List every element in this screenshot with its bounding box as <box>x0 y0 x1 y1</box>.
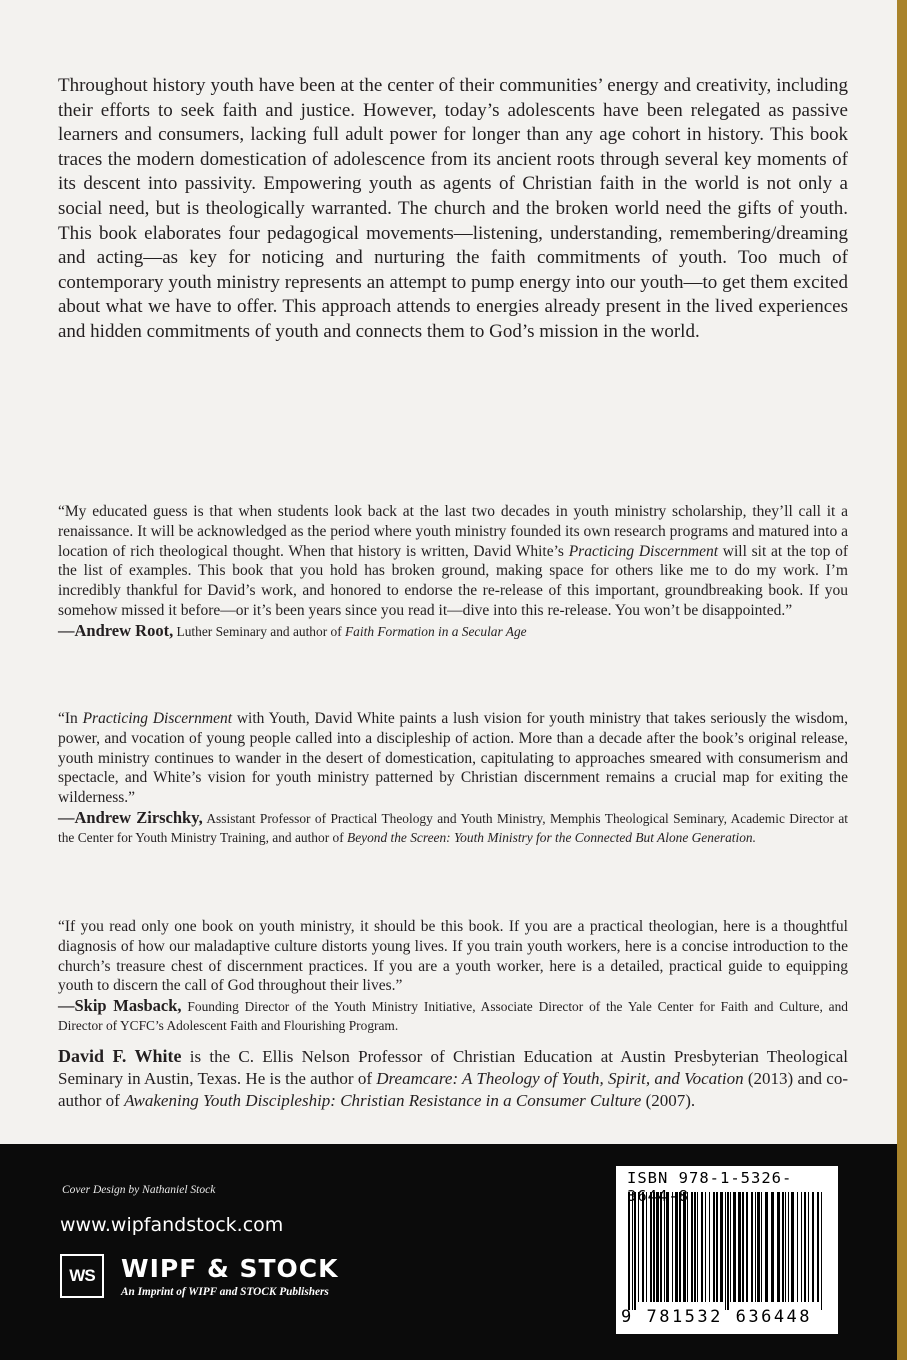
barcode-bars-icon <box>626 1192 828 1310</box>
endorsement-attribution: —Andrew Root, Luther Seminary and author of Faith Formation in a Secular Age <box>58 620 527 640</box>
barcode-bar <box>687 1192 688 1302</box>
endorser-name: —Skip Masback, <box>58 996 182 1016</box>
barcode-bar <box>738 1192 741 1302</box>
barcode-bar <box>679 1192 681 1302</box>
barcode-bar <box>733 1192 736 1302</box>
barcode-bar <box>675 1192 678 1302</box>
barcode-bar <box>730 1192 731 1302</box>
barcode-bar <box>727 1192 729 1310</box>
barcode-bar <box>701 1192 703 1302</box>
barcode-bar <box>808 1192 809 1302</box>
barcode-bar <box>821 1192 822 1310</box>
barcode-bar <box>801 1192 802 1302</box>
publisher-logo-icon: WS <box>60 1254 104 1298</box>
barcode-bar <box>771 1192 774 1302</box>
barcode-bar <box>709 1192 710 1302</box>
footer-band <box>0 1144 897 1360</box>
barcode-bar <box>713 1192 715 1302</box>
endorsement-attribution: —Andrew Zirschky, Assistant Professor of Practical Theology and Youth Ministry, Memphis Theological Seminary, Academic Director at the Center for Youth Ministry Training, and author of Beyond the Screen: Youth Ministry for the Connected But Alone Generation. <box>58 807 848 846</box>
back-cover-content <box>58 74 848 1110</box>
barcode-bar <box>646 1192 647 1302</box>
spine-edge <box>897 0 907 1360</box>
barcode-bar <box>751 1192 753 1302</box>
endorser-name: —Andrew Zirschky, <box>58 807 203 827</box>
barcode-bar <box>650 1192 652 1302</box>
barcode-bar <box>725 1192 726 1310</box>
barcode-bar <box>791 1192 794 1302</box>
publisher-name: WIPF & STOCK <box>121 1254 339 1283</box>
endorsement-quote: “In Practicing Discernment with Youth, David White paints a lush vision for youth ministry that takes seriously the wisdom, power, and vocation of young people called into a discipleship of action. More than a decade after the book’s original release, youth ministry continues to wander in the desert of domestication, capitulating to approaches smeared with consumerism and spectacle, and White’s vision for youth ministry patterned by Christian discernment remains a crucial map for exiting the wilderness.” <box>58 710 848 807</box>
barcode-bar <box>664 1192 665 1302</box>
barcode-bar <box>634 1192 636 1310</box>
barcode-bar <box>804 1192 806 1302</box>
barcode-bar <box>797 1192 798 1302</box>
barcode-bar <box>691 1192 693 1302</box>
barcode-bar <box>785 1192 786 1302</box>
barcode-bar <box>782 1192 784 1302</box>
endorsement-quote: “If you read only one book on youth ministry, it should be this book. If you are a practical theologian, here is a thoughtful diagnosis of how our maladaptive culture distorts young lives. If you train youth workers, here is a concise introduction to the church’s treasure chest of discernment practices. If you are a youth worker, here is a detailed, practical guide to equipping youth to discern the call of God throughout their lives.” <box>58 918 848 995</box>
barcode-bar <box>720 1192 723 1302</box>
barcode-bar <box>632 1192 633 1310</box>
barcode-bar <box>697 1192 698 1302</box>
publisher-website: www.wipfandstock.com <box>60 1214 284 1236</box>
barcode-bar <box>716 1192 718 1302</box>
barcode-bar <box>653 1192 655 1302</box>
barcode-bar <box>757 1192 760 1302</box>
endorsement-attribution: —Skip Masback, Founding Director of the Youth Ministry Initiative, Associate Director of the Yale Center for Faith and Culture, and Director of YCFC’s Adolescent Faith and Flourishing Program. <box>58 996 848 1034</box>
barcode-bar <box>638 1192 639 1302</box>
barcode-bar <box>765 1192 768 1302</box>
barcode-bar <box>777 1192 780 1302</box>
barcode-bar <box>683 1192 686 1302</box>
barcode-bar <box>694 1192 696 1302</box>
barcode-bar <box>628 1192 630 1310</box>
barcode-bar <box>672 1192 673 1302</box>
barcode-bar <box>788 1192 789 1302</box>
book-description: Throughout history youth have been at the center of their communities’ energy and creativity, including their efforts to seek faith and justice. However, today’s adolescents have been relegated as passive learners and consumers, lacking full adult power for longer than any age cohort in history. This book traces the modern domestication of adolescence from its ancient roots through several key moments of its descent into passivity. Empowering youth as agents of Christian faith in the world is not only a social need, but is theologically warranted. The church and the broken world need the gifts of youth. This book elaborates four pedagogical movements—listening, understanding, remembering/dreaming and acting—as key for noticing and nurturing the faith commitments of youth. Too much of contemporary youth ministry represents an attempt to pump energy into our youth—to get them excited about what we have to offer. This approach attends to energies already present in the lived experiences and hidden commitments of youth and connects them to God’s mission in the world. <box>58 75 848 342</box>
barcode-bar <box>642 1192 644 1302</box>
barcode-bar <box>761 1192 762 1302</box>
barcode-bar <box>746 1192 748 1302</box>
barcode-bar <box>656 1192 659 1302</box>
endorsement-quote: “My educated guess is that when students look back at the last two decades in youth ministry scholarship, they’ll call it a renaissance. It will be acknowledged as the period where youth ministry founded its own research programs and matured into a location of rich theological thought. When that history is written, David White’s Practicing Discernment will sit at the top of the list of examples. This book that you hold has broken ground, making space for others like me to do my work. I’m incredibly thankful for David’s work, and honored to endorse the re-release of this important, groundbreaking book. If you somehow missed it before—or it’s been years since you read it—dive into this re-release. You won’t be disappointed.” <box>58 503 848 619</box>
endorser-name: —Andrew Root, <box>58 620 174 640</box>
barcode-bar <box>755 1192 756 1302</box>
cover-credit: Cover Design by Nathaniel Stock <box>62 1184 216 1196</box>
barcode-bar <box>705 1192 706 1302</box>
isbn-barcode <box>616 1166 838 1334</box>
barcode-bar <box>742 1192 744 1302</box>
author-bio: David F. White is the C. Ellis Nelson Professor of Christian Education at Austin Presbyterian Theological Seminary in Austin, Texas. He is the author of Dreamcare: A Theology of Youth, Spirit, and Vocation (2013) and co-author of Awakening Youth Discipleship: Christian Resistance in a Consumer Culture (2007). <box>58 1046 848 1110</box>
barcode-digits: 9 781532 636448 <box>621 1307 813 1327</box>
endorsement-1 <box>58 502 848 641</box>
barcode-bar <box>817 1192 819 1302</box>
isbn-label: ISBN 978-1-5326-3644-8 <box>627 1169 793 1205</box>
publisher-imprint: An Imprint of WIPF and STOCK Publishers <box>121 1286 329 1298</box>
endorsement-3 <box>58 917 848 1036</box>
endorsement-2 <box>58 709 848 847</box>
barcode-bar <box>660 1192 662 1302</box>
author-name: David F. White <box>58 1046 182 1066</box>
barcode-bar <box>812 1192 814 1302</box>
barcode-bar <box>666 1192 669 1302</box>
